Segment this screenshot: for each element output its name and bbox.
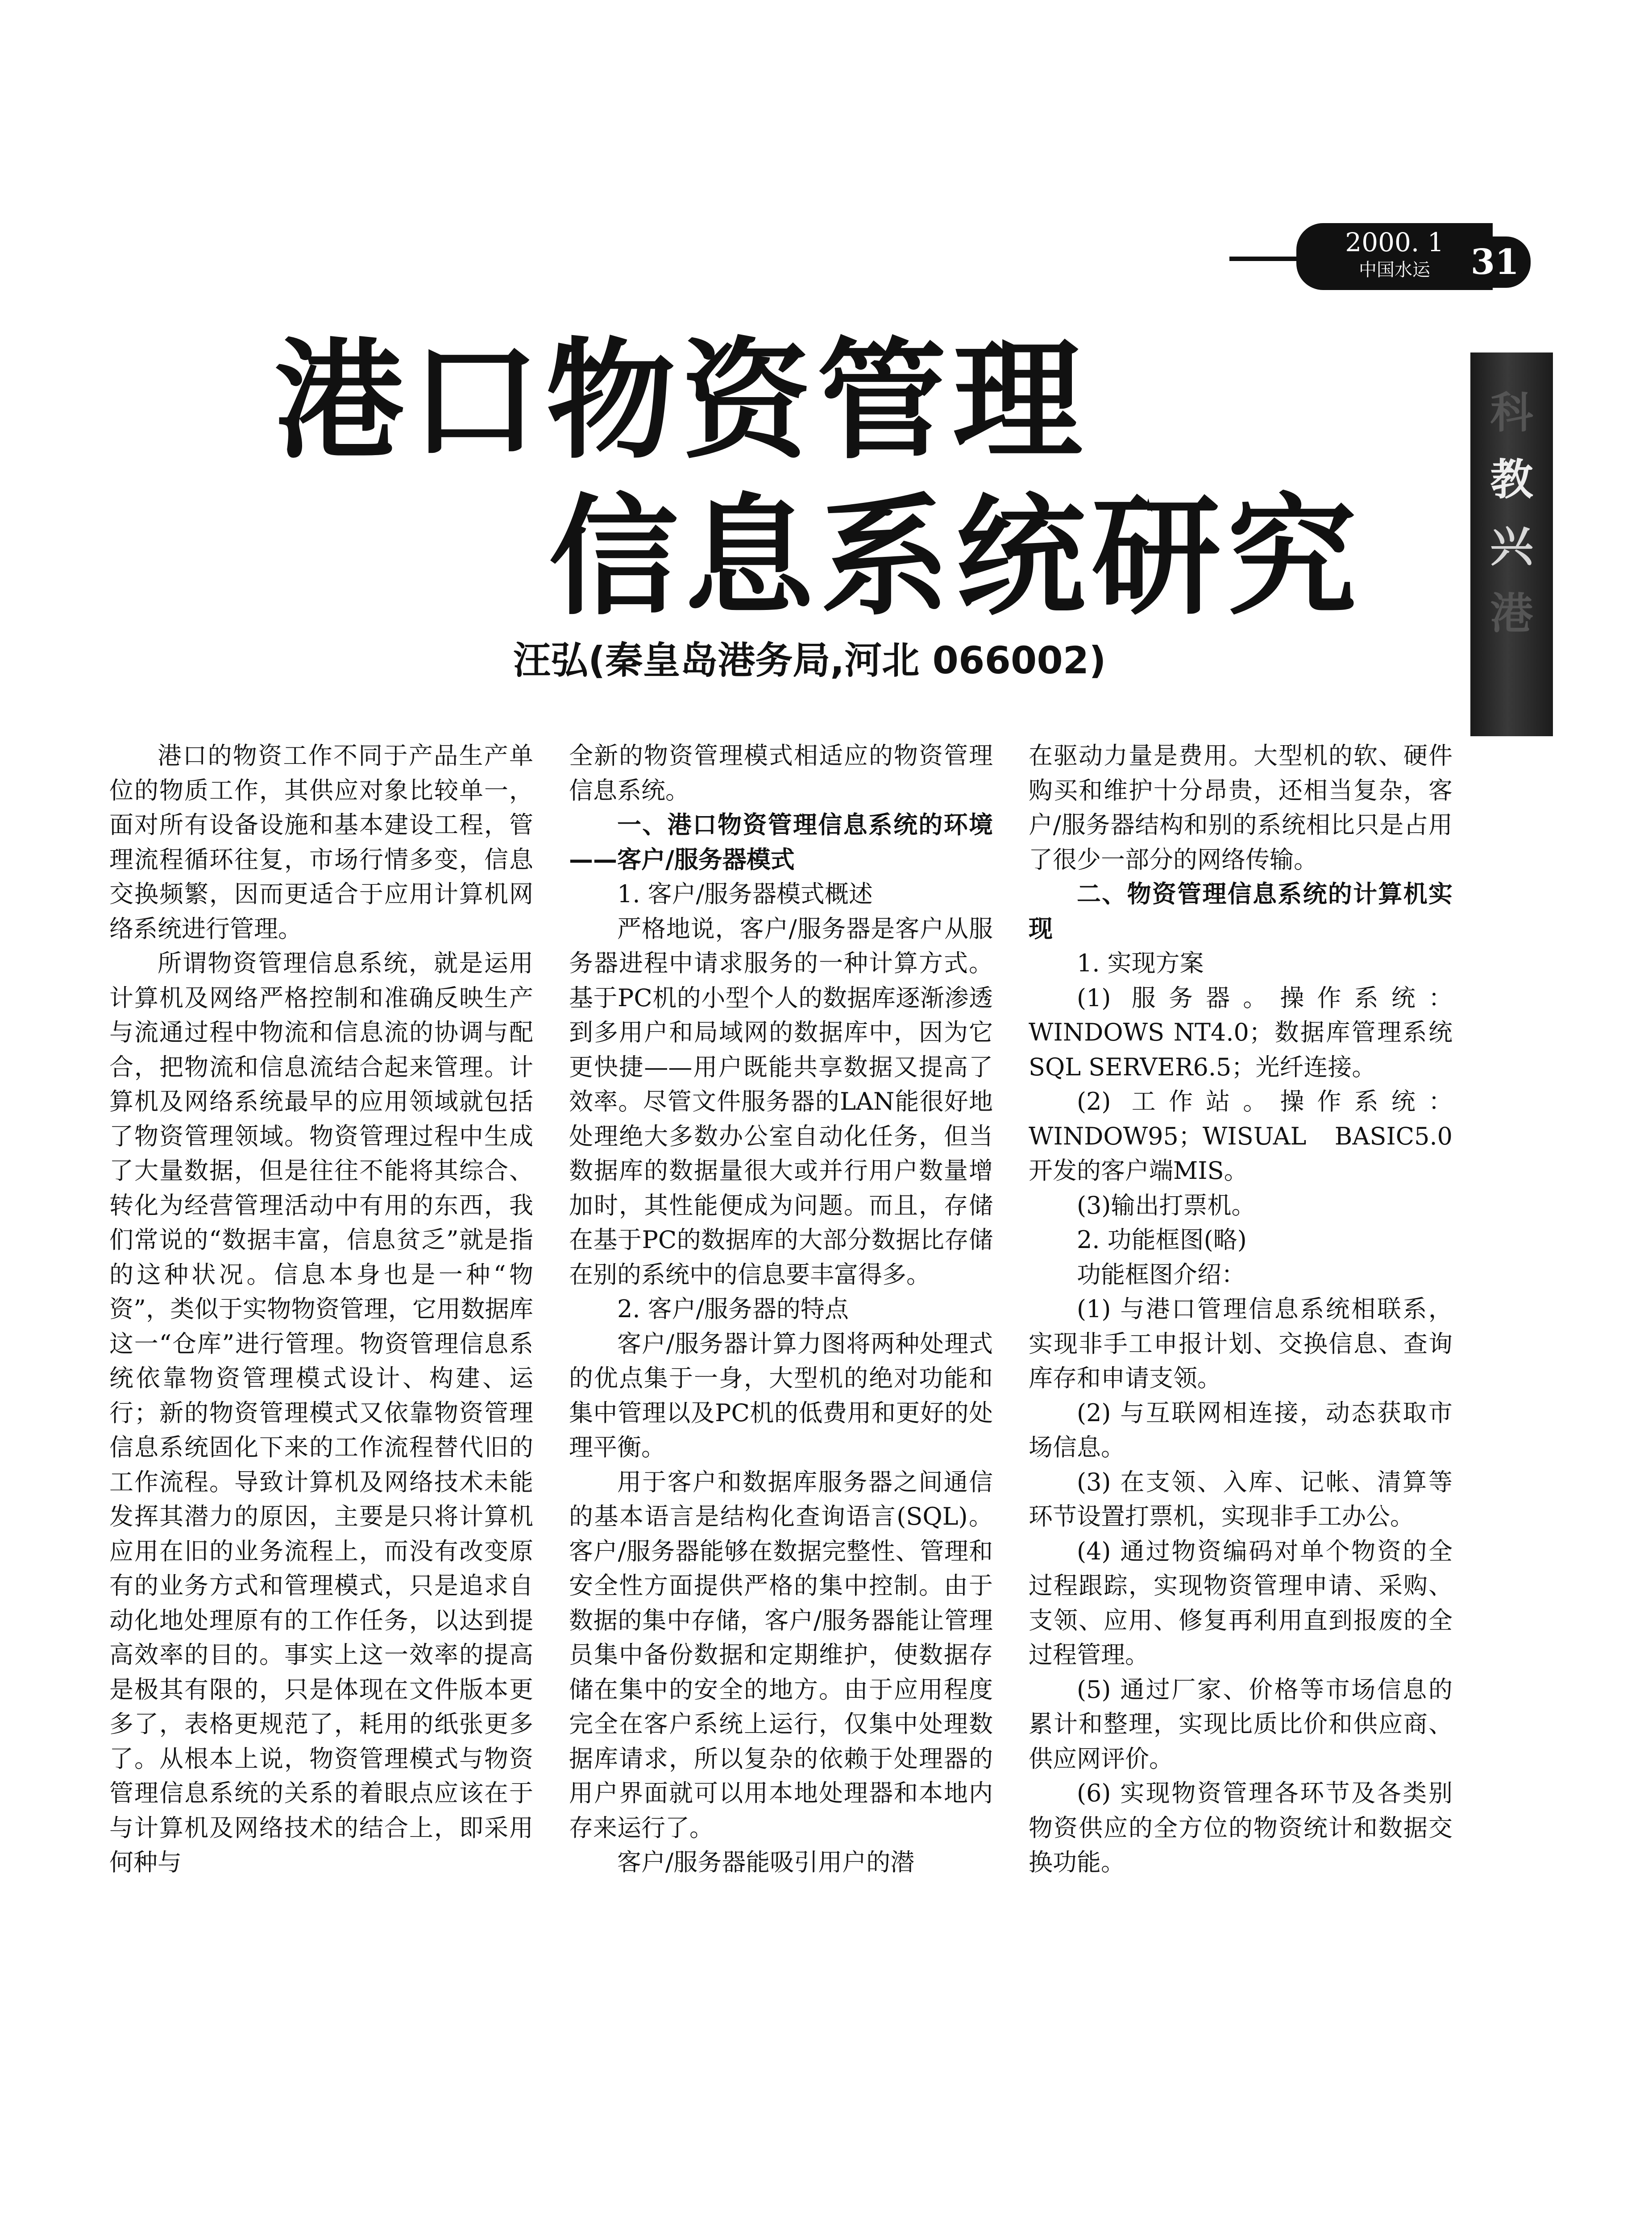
- section-tab: [1470, 352, 1553, 736]
- paragraph: 客户/服务器计算力图将两种处理式的优点集于一身，大型机的绝对功能和集中管理以及PC机的低费用和更好的处理平衡。: [569, 1329, 993, 1461]
- article-title-line-2: 信息系统研究: [549, 482, 1363, 633]
- article-title-line-1: 港口物资管理: [274, 326, 1088, 477]
- body-column-3: [1029, 738, 1453, 1880]
- paragraph: 客户/服务器能吸引用户的潜: [617, 1848, 915, 1876]
- issue-date: 2000. 1: [1345, 227, 1444, 257]
- section-tab-char: 兴: [1490, 522, 1533, 572]
- section-tab-char: 科: [1490, 388, 1533, 438]
- journal-name: 中国水运: [1359, 260, 1430, 280]
- body-column-1: [109, 738, 533, 1880]
- list-item: (4) 通过物资编码对单个物资的全过程跟踪，实现物资管理申请、采购、支领、应用、修复再利用直到报废的全过程管理。: [1029, 1537, 1453, 1669]
- section-tab-char: 港: [1490, 589, 1533, 639]
- author-byline: 汪弘(秦皇岛港务局,河北 066002): [513, 639, 1106, 682]
- paragraph: 港口的物资工作不同于产品生产单位的物质工作，其供应对象比较单一，面对所有设备设施和基本建设工程，管理流程循环往复，市场行情多变，信息交换频繁，因而更适合于应用计算机网络系统进行管理。: [109, 742, 533, 943]
- page-number: 31: [1459, 236, 1531, 288]
- list-item: (6) 实现物资管理各环节及各类别物资供应的全方位的物资统计和数据交换功能。: [1029, 1779, 1453, 1876]
- list-item: (2) 与互联网相连接，动态获取市场信息。: [1029, 1398, 1453, 1461]
- section-tab-char: 教: [1490, 455, 1533, 505]
- paragraph: 在驱动力量是费用。大型机的软、硬件购买和维护十分昂贵，还相当复杂，客户/服务器结构和别的系统相比只是占用了很少一部分的网络传输。: [1029, 742, 1453, 874]
- body-column-2: [569, 738, 993, 1880]
- list-item: (3) 在支领、入库、记帐、清算等环节设置打票机，实现非手工办公。: [1029, 1468, 1453, 1530]
- paragraph: 严格地说，客户/服务器是客户从服务器进程中请求服务的一种计算方式。基于PC机的小型个人的数据库逐渐渗透到多用户和局域网的数据库中，因为它更快捷——用户既能共享数据又提高了效率。尽管文件服务器的LAN能很好地处理绝大多数办公室自动化任务，但当数据库的数据量很大或并行用户数量增加时，其性能便成为问题。而且，存储在基于PC的数据库的大部分数据比存储在别的系统中的信息要丰富得多。: [569, 914, 993, 1289]
- paragraph: 用于客户和数据库服务器之间通信的基本语言是结构化查询语言(SQL)。客户/服务器能够在数据完整性、管理和安全性方面提供严格的集中控制。由于数据的集中存储，客户/服务器能让管理员集中备份数据和定期维护，使数据存储在集中的安全的地方。由于应用程度完全在客户系统上运行，仅集中处理数据库请求，所以复杂的依赖于处理器的用户界面就可以用本地处理器和本地内存来运行了。: [569, 1468, 993, 1842]
- list-item: (1) 与港口管理信息系统相联系，实现非手工申报计划、交换信息、查询库存和申请支领。: [1029, 1295, 1453, 1392]
- subsection-heading: 1. 实现方案: [1077, 949, 1204, 977]
- subsection-heading: 功能框图介绍：: [1077, 1260, 1245, 1289]
- section-heading: 一、港口物资管理信息系统的环境——客户/服务器模式: [569, 811, 993, 874]
- subsection-heading: 2. 功能框图(略): [1077, 1226, 1247, 1254]
- list-item: (1) 服务器。操作系统：WINDOWS NT4.0；数据库管理系统SQL SERVER6.5；光纤连接。: [1029, 983, 1453, 1081]
- section-heading: 二、物资管理信息系统的计算机实现: [1029, 880, 1453, 943]
- list-item: (2) 工作站。操作系统：WINDOW95；WISUAL BASIC5.0开发的客户端MIS。: [1029, 1087, 1453, 1185]
- paragraph: 全新的物资管理模式相适应的物资管理信息系统。: [569, 742, 993, 804]
- paragraph: 所谓物资管理信息系统，就是运用计算机及网络严格控制和准确反映生产与流通过程中物流和信息流的协调与配合，把物流和信息流结合起来管理。计算机及网络系统最早的应用领域就包括了物资管理领域。物资管理过程中生成了大量数据，但是往往不能将其综合、转化为经营管理活动中有用的东西，我们常说的“数据丰富，信息贫乏”就是指的这种状况。信息本身也是一种“物资”，类似于实物物资管理，它用数据库这一“仓库”进行管理。物资管理信息系统依靠物资管理模式设计、构建、运行；新的物资管理模式又依靠物资管理信息系统固化下来的工作流程替代旧的工作流程。导致计算机及网络技术未能发挥其潜力的原因，主要是只将计算机应用在旧的业务流程上，而没有改变原有的业务方式和管理模式，只是追求自动化地处理原有的工作任务，以达到提高效率的目的。事实上这一效率的提高是极其有限的，只是体现在文件版本更多了，表格更规范了，耗用的纸张更多了。从根本上说，物资管理模式与物资管理信息系统的关系的着眼点应该在于与计算机及网络技术的结合上，即采用何种与: [109, 949, 533, 1876]
- list-item: (3)输出打票机。: [1077, 1191, 1256, 1219]
- subsection-heading: 2. 客户/服务器的特点: [617, 1295, 849, 1323]
- list-item: (5) 通过厂家、价格等市场信息的累计和整理，实现比质比价和供应商、供应网评价。: [1029, 1675, 1453, 1773]
- subsection-heading: 1. 客户/服务器模式概述: [617, 880, 873, 908]
